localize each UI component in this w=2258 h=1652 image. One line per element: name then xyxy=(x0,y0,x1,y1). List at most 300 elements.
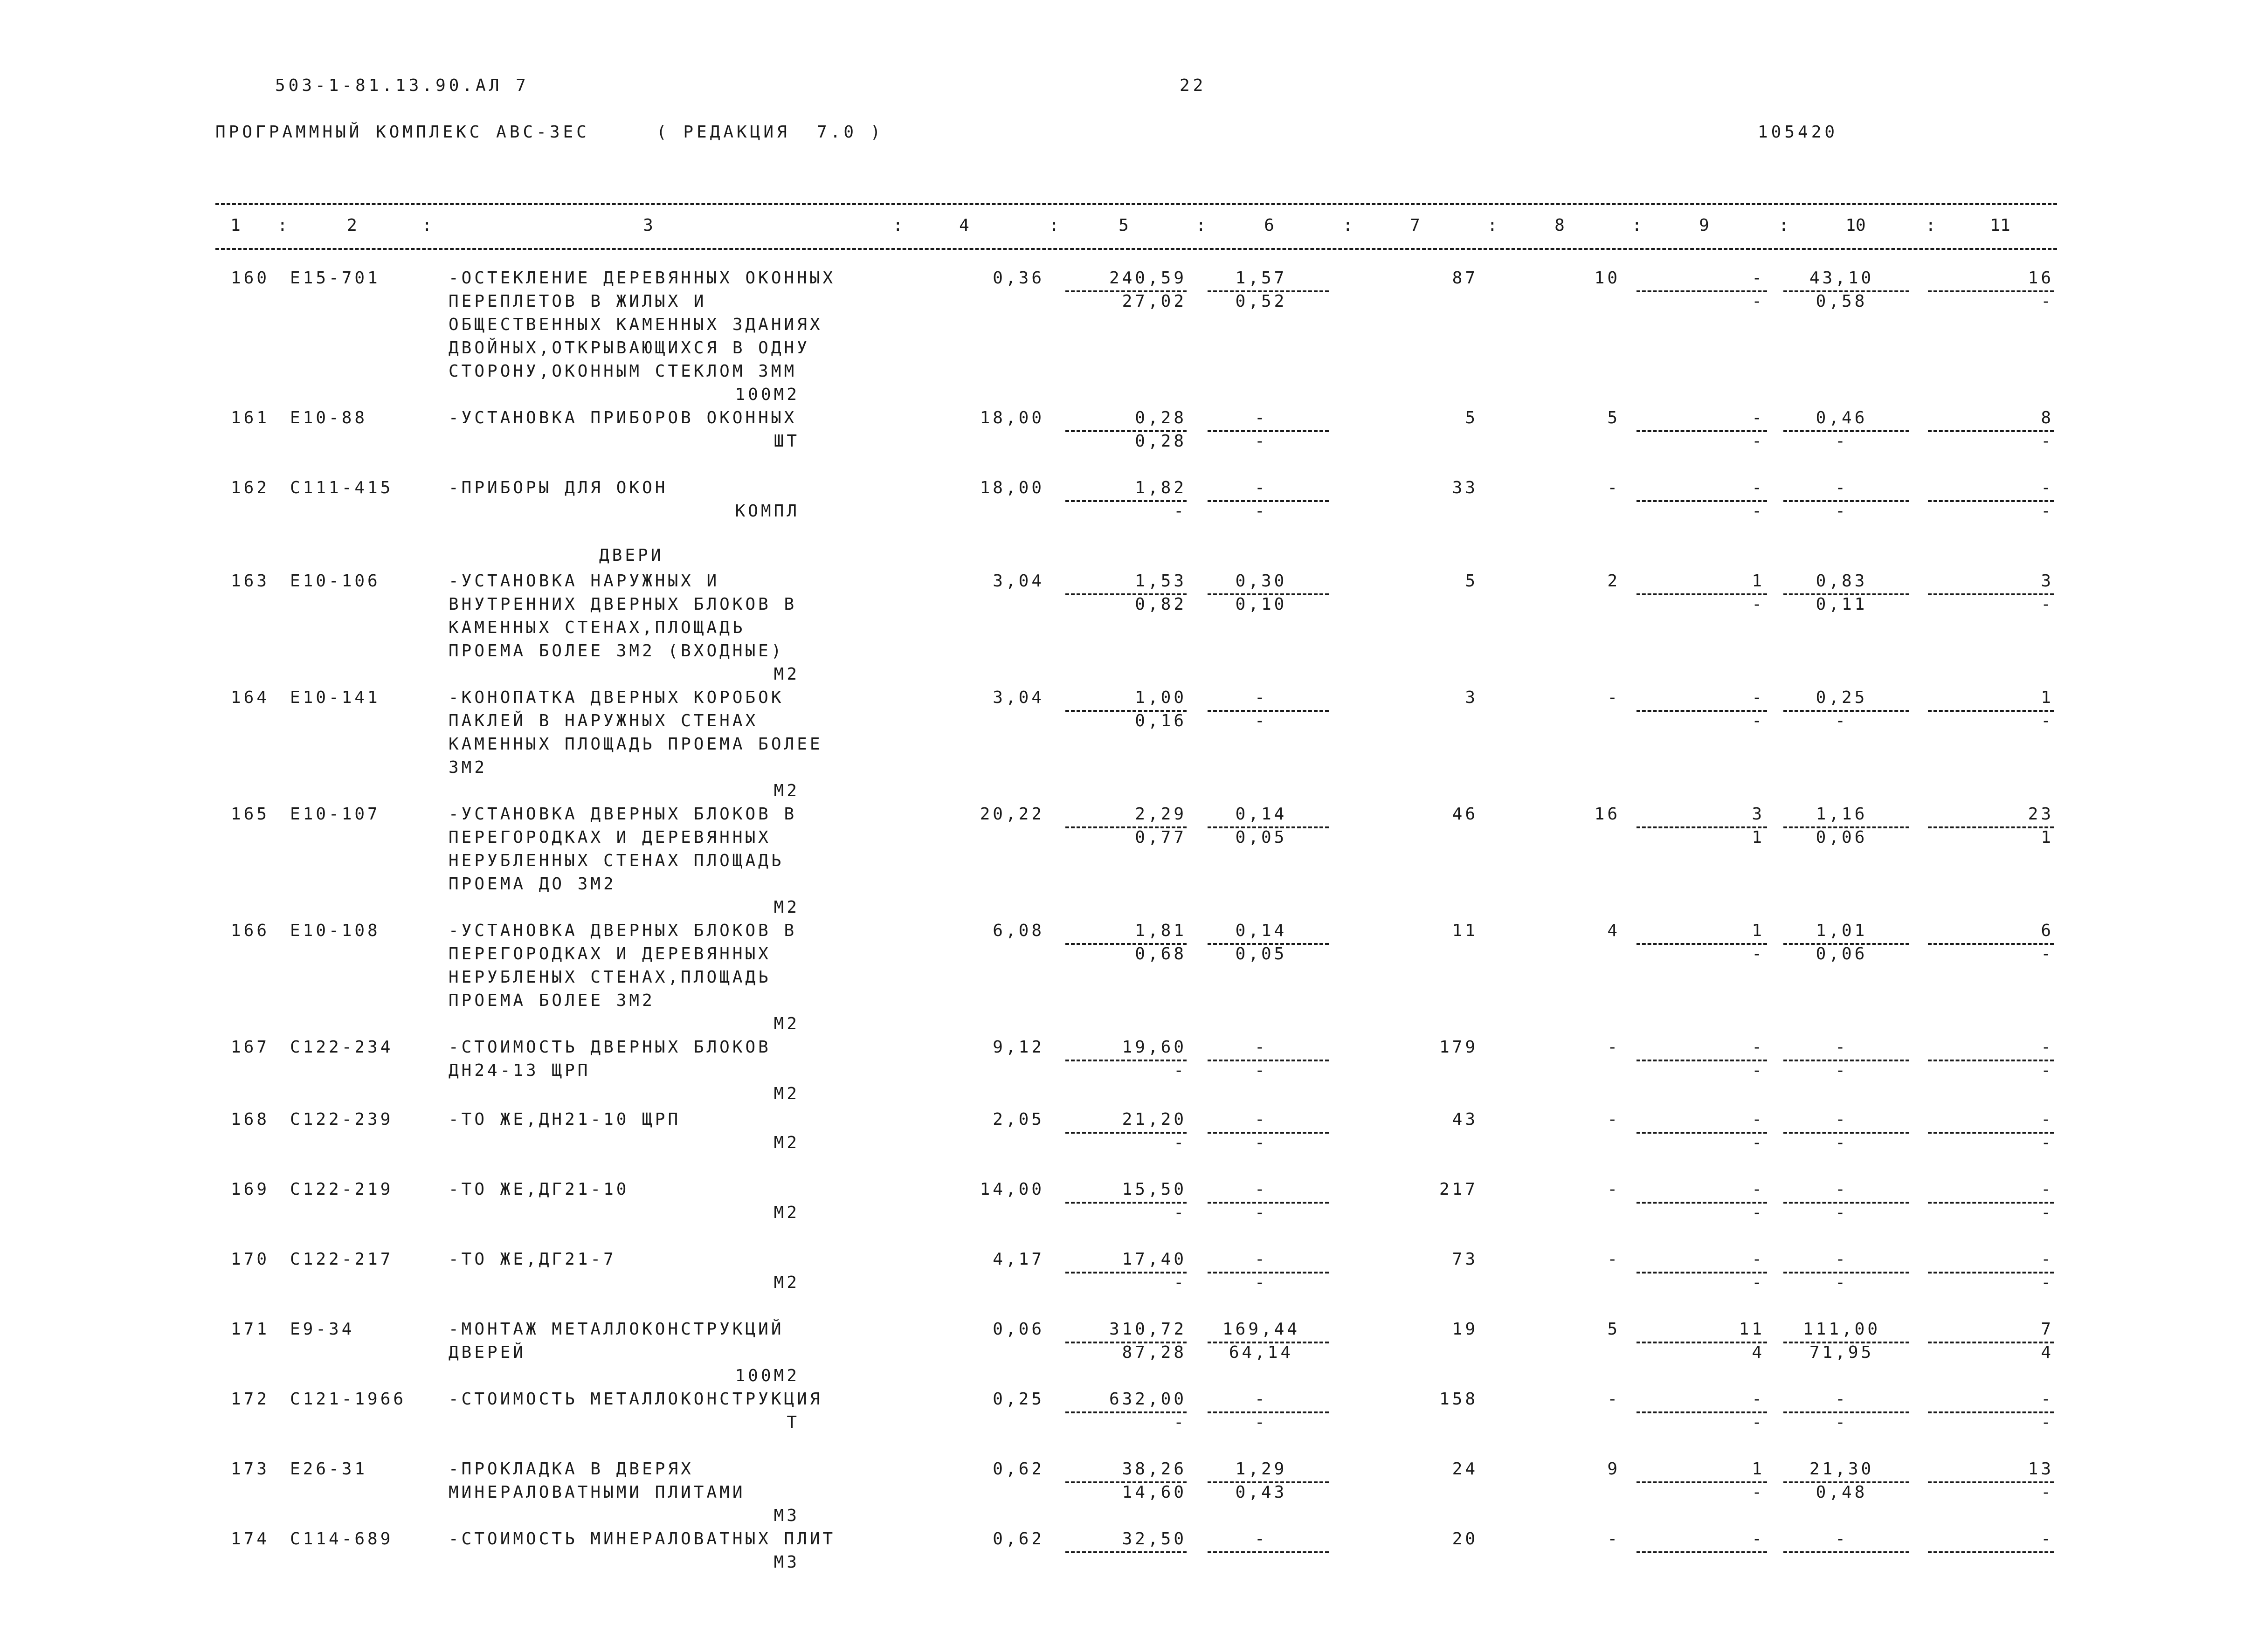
labor-total-cell: 8 xyxy=(2041,408,2054,427)
work-description: ВНУТРЕННИХ ДВЕРНЫХ БЛОКОВ В xyxy=(449,595,797,614)
wages-cell: - xyxy=(1607,688,1620,707)
unit-cost-cell: 21,20 xyxy=(1122,1110,1187,1129)
labor-cost-cell: - xyxy=(1835,1110,1848,1129)
row-number: 166 xyxy=(231,921,270,940)
row-number: 171 xyxy=(231,1320,270,1339)
total-cost-cell: 46 xyxy=(1452,805,1478,824)
total-cost-cell: 19 xyxy=(1452,1320,1478,1339)
unit-cost-cell: 310,72 xyxy=(1109,1320,1187,1339)
unit-of-measure: М2 xyxy=(773,665,800,684)
machine-cost-cell: - xyxy=(1255,1529,1268,1549)
work-description: ПРОЕМА БОЛЕЕ 3М2 (ВХОДНЫЕ) xyxy=(449,641,784,661)
rate-code: С114-689 xyxy=(290,1529,394,1549)
column-header-5: 5 xyxy=(1119,216,1129,235)
row-number: 169 xyxy=(231,1180,270,1199)
work-description: -СТОИМОСТЬ МИНЕРАЛОВАТНЫХ ПЛИТ xyxy=(449,1529,836,1549)
work-description: -СТОИМОСТЬ МЕТАЛЛОКОНСТРУКЦИЯ xyxy=(449,1390,823,1409)
work-description: -УСТАНОВКА ДВЕРНЫХ БЛОКОВ В xyxy=(449,805,797,824)
machine-wages-unit-cell: - xyxy=(1255,1061,1268,1080)
rate-code: Е9-34 xyxy=(290,1320,355,1339)
work-description: ПЕРЕГОРОДКАХ И ДЕРЕВЯННЫХ xyxy=(449,944,771,964)
work-description: -ОСТЕКЛЕНИЕ ДЕРЕВЯННЫХ ОКОННЫХ xyxy=(449,268,836,288)
labor-extra-cell: - xyxy=(2041,711,2054,730)
unit-wages-cell: 0,28 xyxy=(1135,432,1187,451)
labor-total-cell: - xyxy=(2041,1250,2054,1269)
machine-cost-cell: - xyxy=(1255,688,1268,707)
column-header-2: 2 xyxy=(347,216,357,235)
labor-unit-cell: - xyxy=(1835,1273,1848,1292)
work-description: ОБЩЕСТВЕННЫХ КАМЕННЫХ ЗДАНИЯХ xyxy=(449,315,823,334)
work-description: КАМЕННЫХ ПЛОЩАДЬ ПРОЕМА БОЛЕЕ xyxy=(449,735,823,754)
unit-cost-cell: 1,53 xyxy=(1135,571,1187,591)
wages-total-cell: - xyxy=(1752,432,1765,451)
machine-wages-cell: - xyxy=(1752,478,1765,497)
wages-total-cell: 1 xyxy=(1752,828,1765,847)
labor-extra-cell: 1 xyxy=(2041,828,2054,847)
labor-unit-cell: - xyxy=(1835,711,1848,730)
column-separator: : xyxy=(1779,216,1789,235)
total-cost-cell: 158 xyxy=(1439,1390,1478,1409)
quantity-cell: 6,08 xyxy=(993,921,1044,940)
machine-cost-cell: - xyxy=(1255,478,1268,497)
labor-extra-cell: - xyxy=(2041,595,2054,614)
quantity-cell: 20,22 xyxy=(980,805,1044,824)
labor-extra-cell: 4 xyxy=(2041,1343,2054,1362)
column-separator: : xyxy=(422,216,432,235)
labor-cost-cell: - xyxy=(1835,1390,1848,1409)
labor-unit-cell: - xyxy=(1835,1061,1848,1080)
machine-wages-unit-cell: 0,43 xyxy=(1235,1483,1287,1502)
machine-wages-cell: - xyxy=(1752,688,1765,707)
wages-total-cell: 4 xyxy=(1752,1343,1765,1362)
wages-total-cell: - xyxy=(1752,1203,1765,1222)
machine-cost-cell: 1,57 xyxy=(1235,268,1287,288)
work-description: ПРОЕМА ДО 3М2 xyxy=(449,874,616,894)
machine-wages-unit-cell: 64,14 xyxy=(1229,1343,1294,1362)
labor-unit-cell: - xyxy=(1835,1133,1848,1152)
work-description: -ПРИБОРЫ ДЛЯ ОКОН xyxy=(449,478,668,497)
quantity-cell: 3,04 xyxy=(993,571,1044,591)
work-description: ДН24-13 ЩРП xyxy=(449,1061,591,1080)
work-description: -ТО ЖЕ,ДГ21-10 xyxy=(449,1180,629,1199)
unit-of-measure: М3 xyxy=(773,1553,800,1572)
machine-cost-cell: - xyxy=(1255,1390,1268,1409)
labor-cost-cell: 111,00 xyxy=(1802,1320,1881,1339)
unit-cost-cell: 1,00 xyxy=(1135,688,1187,707)
total-cost-cell: 33 xyxy=(1452,478,1478,497)
unit-cost-cell: 19,60 xyxy=(1122,1038,1187,1057)
total-cost-cell: 20 xyxy=(1452,1529,1478,1549)
labor-unit-cell: 0,06 xyxy=(1816,828,1868,847)
labor-unit-cell: - xyxy=(1835,502,1848,521)
work-description: ДВОЙНЫХ,ОТКРЫВАЮЩИХСЯ В ОДНУ xyxy=(449,338,810,358)
machine-wages-cell: 1 xyxy=(1752,921,1765,940)
labor-cost-cell: - xyxy=(1835,1250,1848,1269)
work-description: -УСТАНОВКА ДВЕРНЫХ БЛОКОВ В xyxy=(449,921,797,940)
total-cost-cell: 5 xyxy=(1465,571,1478,591)
machine-wages-cell: - xyxy=(1752,268,1765,288)
machine-cost-cell: 0,14 xyxy=(1235,805,1287,824)
unit-wages-cell: - xyxy=(1174,1133,1187,1152)
labor-cost-cell: - xyxy=(1835,1038,1848,1057)
unit-cost-cell: 632,00 xyxy=(1109,1390,1187,1409)
labor-extra-cell: - xyxy=(2041,1273,2054,1292)
table-header-rule xyxy=(215,248,2057,250)
labor-total-cell: 6 xyxy=(2041,921,2054,940)
machine-wages-cell: - xyxy=(1752,1180,1765,1199)
wages-cell: - xyxy=(1607,1250,1620,1269)
unit-wages-cell: 0,77 xyxy=(1135,828,1187,847)
cell-divider xyxy=(1928,1551,2054,1553)
labor-cost-cell: - xyxy=(1835,1529,1848,1549)
labor-total-cell: 13 xyxy=(2028,1459,2054,1479)
row-number: 165 xyxy=(231,805,270,824)
quantity-cell: 18,00 xyxy=(980,478,1044,497)
wages-cell: 10 xyxy=(1594,268,1620,288)
work-description: -УСТАНОВКА НАРУЖНЫХ И xyxy=(449,571,720,591)
machine-cost-cell: - xyxy=(1255,1038,1268,1057)
work-description: -УСТАНОВКА ПРИБОРОВ ОКОННЫХ xyxy=(449,408,797,427)
labor-total-cell: 16 xyxy=(2028,268,2054,288)
unit-cost-cell: 2,29 xyxy=(1135,805,1187,824)
labor-unit-cell: - xyxy=(1835,1203,1848,1222)
work-description: СТОРОНУ,ОКОННЫМ СТЕКЛОМ 3ММ xyxy=(449,362,797,381)
wages-total-cell: - xyxy=(1752,1483,1765,1502)
labor-extra-cell: - xyxy=(2041,1413,2054,1432)
wages-cell: 9 xyxy=(1607,1459,1620,1479)
unit-cost-cell: 240,59 xyxy=(1109,268,1187,288)
column-separator: : xyxy=(1632,216,1642,235)
labor-cost-cell: 43,10 xyxy=(1809,268,1874,288)
row-number: 160 xyxy=(231,268,270,288)
wages-cell: 2 xyxy=(1607,571,1620,591)
labor-cost-cell: 0,83 xyxy=(1816,571,1868,591)
wages-cell: 4 xyxy=(1607,921,1620,940)
work-description: -ТО ЖЕ,ДГ21-7 xyxy=(449,1250,616,1269)
machine-wages-cell: 1 xyxy=(1752,571,1765,591)
wages-total-cell: - xyxy=(1752,1273,1765,1292)
rate-code: С122-239 xyxy=(290,1110,394,1129)
row-number: 174 xyxy=(231,1529,270,1549)
unit-of-measure: М2 xyxy=(773,1014,800,1033)
wages-total-cell: - xyxy=(1752,1061,1765,1080)
row-number: 162 xyxy=(231,478,270,497)
work-description: ДВЕРЕЙ xyxy=(449,1343,526,1362)
labor-total-cell: - xyxy=(2041,1110,2054,1129)
work-description: -ПРОКЛАДКА В ДВЕРЯХ xyxy=(449,1459,694,1479)
wages-cell: 16 xyxy=(1594,805,1620,824)
work-description: ПАКЛЕЙ В НАРУЖНЫХ СТЕНАХ xyxy=(449,711,759,730)
labor-cost-cell: 0,46 xyxy=(1816,408,1868,427)
machine-cost-cell: 1,29 xyxy=(1235,1459,1287,1479)
unit-of-measure: М2 xyxy=(773,1084,800,1103)
labor-extra-cell: - xyxy=(2041,1203,2054,1222)
labor-extra-cell: - xyxy=(2041,944,2054,964)
unit-cost-cell: 1,82 xyxy=(1135,478,1187,497)
work-description: -МОНТАЖ МЕТАЛЛОКОНСТРУКЦИЙ xyxy=(449,1320,784,1339)
machine-wages-unit-cell: - xyxy=(1255,711,1268,730)
wages-cell: - xyxy=(1607,1110,1620,1129)
labor-unit-cell: 0,58 xyxy=(1816,292,1868,311)
unit-wages-cell: 27,02 xyxy=(1122,292,1187,311)
machine-wages-unit-cell: 0,52 xyxy=(1235,292,1287,311)
column-header-10: 10 xyxy=(1845,216,1866,235)
total-cost-cell: 73 xyxy=(1452,1250,1478,1269)
labor-cost-cell: 0,25 xyxy=(1816,688,1868,707)
program-title: ПРОГРАММНЫЙ КОМПЛЕКС АВС-3ЕС xyxy=(215,123,590,142)
labor-total-cell: 1 xyxy=(2041,688,2054,707)
quantity-cell: 9,12 xyxy=(993,1038,1044,1057)
unit-wages-cell: 0,16 xyxy=(1135,711,1187,730)
rate-code: Е15-701 xyxy=(290,268,380,288)
machine-wages-cell: - xyxy=(1752,1038,1765,1057)
labor-unit-cell: 0,48 xyxy=(1816,1483,1868,1502)
quantity-cell: 3,04 xyxy=(993,688,1044,707)
machine-wages-unit-cell: 0,10 xyxy=(1235,595,1287,614)
rate-code: Е26-31 xyxy=(290,1459,368,1479)
labor-unit-cell: 71,95 xyxy=(1809,1343,1874,1362)
rate-code: С111-415 xyxy=(290,478,394,497)
unit-wages-cell: 87,28 xyxy=(1122,1343,1187,1362)
machine-wages-unit-cell: - xyxy=(1255,1413,1268,1432)
rate-code: Е10-107 xyxy=(290,805,380,824)
labor-unit-cell: - xyxy=(1835,432,1848,451)
wages-total-cell: - xyxy=(1752,711,1765,730)
unit-of-measure: М3 xyxy=(773,1506,800,1525)
machine-wages-unit-cell: - xyxy=(1255,432,1268,451)
labor-total-cell: 23 xyxy=(2028,805,2054,824)
row-number: 168 xyxy=(231,1110,270,1129)
machine-wages-unit-cell: 0,05 xyxy=(1235,828,1287,847)
rate-code: Е10-106 xyxy=(290,571,380,591)
column-separator: : xyxy=(1196,216,1206,235)
wages-total-cell: - xyxy=(1752,502,1765,521)
edition-label: ( РЕДАКЦИЯ 7.0 ) xyxy=(656,123,884,142)
labor-cost-cell: 1,16 xyxy=(1816,805,1868,824)
work-description: ПЕРЕПЛЕТОВ В ЖИЛЫХ И xyxy=(449,292,707,311)
column-separator: : xyxy=(1049,216,1059,235)
machine-wages-unit-cell: - xyxy=(1255,1203,1268,1222)
unit-of-measure: М2 xyxy=(773,1133,800,1152)
column-separator: : xyxy=(1343,216,1353,235)
unit-of-measure: КОМПЛ xyxy=(735,502,800,521)
total-cost-cell: 24 xyxy=(1452,1459,1478,1479)
section-title: ДВЕРИ xyxy=(599,546,664,565)
column-header-3: 3 xyxy=(643,216,653,235)
total-cost-cell: 43 xyxy=(1452,1110,1478,1129)
machine-wages-cell: 1 xyxy=(1752,1459,1765,1479)
unit-wages-cell: 0,82 xyxy=(1135,595,1187,614)
labor-unit-cell: - xyxy=(1835,1413,1848,1432)
work-description: МИНЕРАЛОВАТНЫМИ ПЛИТАМИ xyxy=(449,1483,746,1502)
machine-wages-unit-cell: - xyxy=(1255,1273,1268,1292)
machine-wages-cell: - xyxy=(1752,1250,1765,1269)
wages-total-cell: - xyxy=(1752,595,1765,614)
unit-of-measure: 100М2 xyxy=(735,1366,800,1385)
column-separator: : xyxy=(277,216,288,235)
unit-wages-cell: - xyxy=(1174,502,1187,521)
machine-cost-cell: 0,14 xyxy=(1235,921,1287,940)
quantity-cell: 0,25 xyxy=(993,1390,1044,1409)
quantity-cell: 18,00 xyxy=(980,408,1044,427)
total-cost-cell: 5 xyxy=(1465,408,1478,427)
wages-cell: - xyxy=(1607,1180,1620,1199)
work-description: ПРОЕМА БОЛЕЕ 3М2 xyxy=(449,991,655,1010)
labor-total-cell: - xyxy=(2041,1038,2054,1057)
labor-extra-cell: - xyxy=(2041,1061,2054,1080)
row-number: 161 xyxy=(231,408,270,427)
unit-of-measure: ШТ xyxy=(773,432,800,451)
column-header-4: 4 xyxy=(959,216,969,235)
rate-code: Е10-88 xyxy=(290,408,368,427)
column-header-11: 11 xyxy=(1990,216,2010,235)
column-header-1: 1 xyxy=(230,216,241,235)
column-header-8: 8 xyxy=(1554,216,1565,235)
column-separator: : xyxy=(893,216,903,235)
rate-code: Е10-141 xyxy=(290,688,380,707)
work-description: НЕРУБЛЕНЫХ СТЕНАХ,ПЛОЩАДЬ xyxy=(449,968,771,987)
work-description: 3М2 xyxy=(449,758,488,777)
wages-total-cell: - xyxy=(1752,944,1765,964)
unit-wages-cell: - xyxy=(1174,1413,1187,1432)
quantity-cell: 0,62 xyxy=(993,1459,1044,1479)
machine-wages-cell: - xyxy=(1752,408,1765,427)
labor-extra-cell: - xyxy=(2041,1483,2054,1502)
document-code: 503-1-81.13.90.АЛ 7 xyxy=(275,76,529,95)
machine-wages-cell: - xyxy=(1752,1529,1765,1549)
work-description: ПЕРЕГОРОДКАХ И ДЕРЕВЯННЫХ xyxy=(449,828,771,847)
rate-code: Е10-108 xyxy=(290,921,380,940)
labor-extra-cell: - xyxy=(2041,1133,2054,1152)
column-separator: : xyxy=(1487,216,1498,235)
machine-cost-cell: - xyxy=(1255,1110,1268,1129)
code-number: 105420 xyxy=(1758,123,1838,142)
unit-cost-cell: 17,40 xyxy=(1122,1250,1187,1269)
rate-code: С122-234 xyxy=(290,1038,394,1057)
table-top-rule xyxy=(215,203,2057,205)
work-description: -КОНОПАТКА ДВЕРНЫХ КОРОБОК xyxy=(449,688,784,707)
unit-wages-cell: - xyxy=(1174,1203,1187,1222)
rate-code: С122-217 xyxy=(290,1250,394,1269)
cell-divider xyxy=(1637,1551,1767,1553)
unit-of-measure: 100М2 xyxy=(735,385,800,404)
wages-cell: - xyxy=(1607,1038,1620,1057)
wages-cell: - xyxy=(1607,1390,1620,1409)
unit-of-measure: М2 xyxy=(773,1203,800,1222)
row-number: 164 xyxy=(231,688,270,707)
unit-wages-cell: 0,68 xyxy=(1135,944,1187,964)
page-number: 22 xyxy=(1180,76,1207,95)
work-description: НЕРУБЛЕННЫХ СТЕНАХ ПЛОЩАДЬ xyxy=(449,851,784,870)
labor-unit-cell: 0,11 xyxy=(1816,595,1868,614)
row-number: 172 xyxy=(231,1390,270,1409)
unit-of-measure: Т xyxy=(787,1413,800,1432)
row-number: 173 xyxy=(231,1459,270,1479)
quantity-cell: 0,62 xyxy=(993,1529,1044,1549)
wages-cell: 5 xyxy=(1607,408,1620,427)
quantity-cell: 14,00 xyxy=(980,1180,1044,1199)
quantity-cell: 2,05 xyxy=(993,1110,1044,1129)
labor-total-cell: - xyxy=(2041,478,2054,497)
cell-divider xyxy=(1208,1551,1329,1553)
machine-wages-unit-cell: 0,05 xyxy=(1235,944,1287,964)
column-header-9: 9 xyxy=(1699,216,1709,235)
work-description: -ТО ЖЕ,ДН21-10 ЩРП xyxy=(449,1110,681,1129)
machine-cost-cell: - xyxy=(1255,1250,1268,1269)
column-separator: : xyxy=(1926,216,1936,235)
unit-wages-cell: - xyxy=(1174,1273,1187,1292)
labor-total-cell: - xyxy=(2041,1390,2054,1409)
unit-cost-cell: 0,28 xyxy=(1135,408,1187,427)
labor-cost-cell: - xyxy=(1835,478,1848,497)
rate-code: С121-1966 xyxy=(290,1390,407,1409)
wages-total-cell: - xyxy=(1752,292,1765,311)
work-description: КАМЕННЫХ СТЕНАХ,ПЛОЩАДЬ xyxy=(449,618,746,637)
total-cost-cell: 11 xyxy=(1452,921,1478,940)
labor-total-cell: - xyxy=(2041,1180,2054,1199)
total-cost-cell: 87 xyxy=(1452,268,1478,288)
unit-cost-cell: 32,50 xyxy=(1122,1529,1187,1549)
rate-code: С122-219 xyxy=(290,1180,394,1199)
total-cost-cell: 217 xyxy=(1439,1180,1478,1199)
labor-extra-cell: - xyxy=(2041,292,2054,311)
labor-unit-cell: 0,06 xyxy=(1816,944,1868,964)
labor-total-cell: - xyxy=(2041,1529,2054,1549)
column-header-6: 6 xyxy=(1264,216,1274,235)
labor-extra-cell: - xyxy=(2041,432,2054,451)
unit-cost-cell: 38,26 xyxy=(1122,1459,1187,1479)
labor-cost-cell: - xyxy=(1835,1180,1848,1199)
machine-cost-cell: - xyxy=(1255,1180,1268,1199)
wages-total-cell: - xyxy=(1752,1133,1765,1152)
row-number: 167 xyxy=(231,1038,270,1057)
labor-cost-cell: 1,01 xyxy=(1816,921,1868,940)
total-cost-cell: 179 xyxy=(1439,1038,1478,1057)
unit-cost-cell: 15,50 xyxy=(1122,1180,1187,1199)
unit-of-measure: М2 xyxy=(773,898,800,917)
unit-wages-cell: - xyxy=(1174,1061,1187,1080)
quantity-cell: 4,17 xyxy=(993,1250,1044,1269)
labor-extra-cell: - xyxy=(2041,502,2054,521)
machine-cost-cell: 169,44 xyxy=(1222,1320,1300,1339)
labor-cost-cell: 21,30 xyxy=(1809,1459,1874,1479)
unit-wages-cell: 14,60 xyxy=(1122,1483,1187,1502)
unit-of-measure: М2 xyxy=(773,781,800,800)
wages-cell: - xyxy=(1607,1529,1620,1549)
unit-of-measure: М2 xyxy=(773,1273,800,1292)
machine-wages-unit-cell: - xyxy=(1255,502,1268,521)
cell-divider xyxy=(1065,1551,1187,1553)
total-cost-cell: 3 xyxy=(1465,688,1478,707)
column-header-7: 7 xyxy=(1410,216,1420,235)
machine-wages-unit-cell: - xyxy=(1255,1133,1268,1152)
quantity-cell: 0,36 xyxy=(993,268,1044,288)
row-number: 170 xyxy=(231,1250,270,1269)
row-number: 163 xyxy=(231,571,270,591)
labor-total-cell: 7 xyxy=(2041,1320,2054,1339)
machine-wages-cell: 3 xyxy=(1752,805,1765,824)
machine-cost-cell: - xyxy=(1255,408,1268,427)
quantity-cell: 0,06 xyxy=(993,1320,1044,1339)
machine-wages-cell: - xyxy=(1752,1110,1765,1129)
machine-wages-cell: 11 xyxy=(1739,1320,1765,1339)
wages-total-cell: - xyxy=(1752,1413,1765,1432)
machine-cost-cell: 0,30 xyxy=(1235,571,1287,591)
wages-cell: - xyxy=(1607,478,1620,497)
machine-wages-cell: - xyxy=(1752,1390,1765,1409)
work-description: -СТОИМОСТЬ ДВЕРНЫХ БЛОКОВ xyxy=(449,1038,771,1057)
labor-total-cell: 3 xyxy=(2041,571,2054,591)
